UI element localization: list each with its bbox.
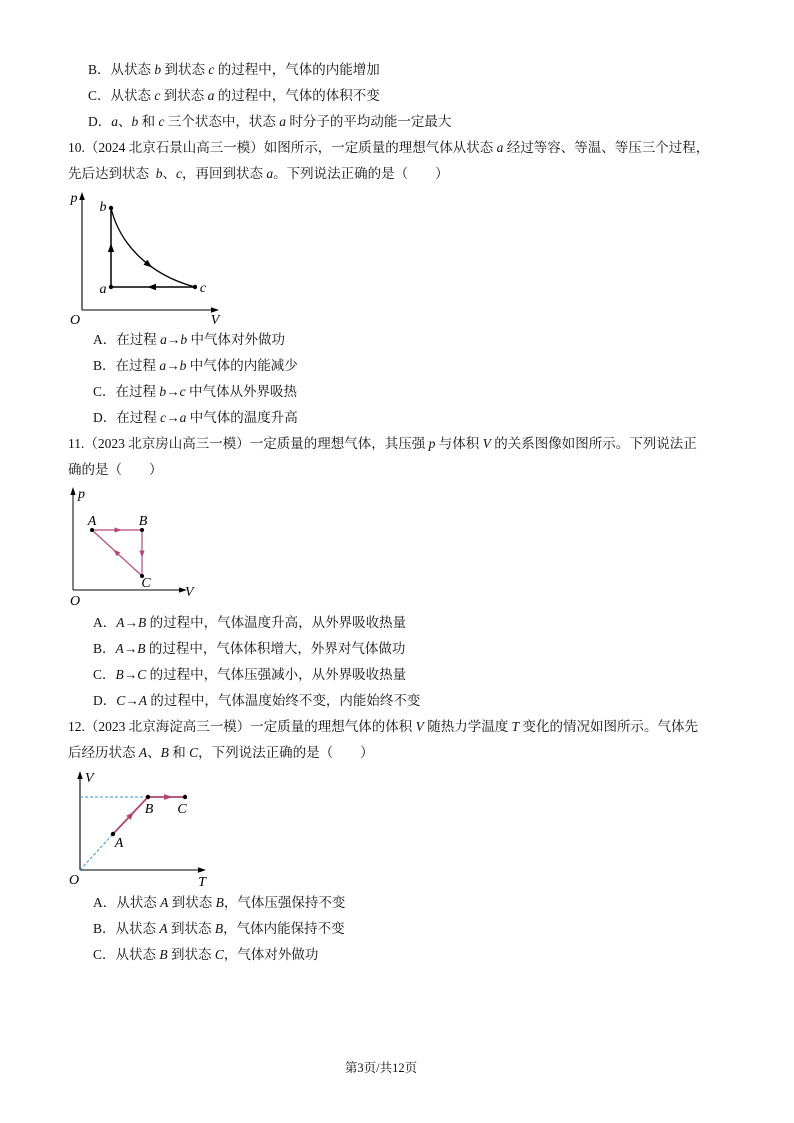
- math-variable: c: [208, 62, 215, 77]
- text-run: 中气体从外界吸热: [185, 384, 298, 399]
- q12-vt-graph: [60, 766, 220, 890]
- text-run: 到状态: [161, 62, 209, 77]
- math-variable: B: [214, 921, 224, 936]
- text-run: 三个状态中，状态: [164, 114, 280, 129]
- text-run: 到状态: [167, 947, 215, 962]
- text-run: ，再回到状态: [182, 166, 267, 181]
- point-a-label: a: [99, 282, 107, 297]
- math-variable: p: [428, 436, 436, 451]
- q11-stem-line-1: [0, 431, 794, 457]
- math-variable: V: [482, 436, 491, 451]
- point-b-label: b: [99, 200, 107, 215]
- p-axis-arrowhead: [70, 487, 75, 495]
- q11-option-c: [0, 662, 794, 688]
- v-axis-label: V: [210, 313, 220, 328]
- p-axis-label: p: [70, 191, 78, 206]
- page-indicator: 第3页/共12页: [344, 1061, 418, 1075]
- math-variable: a: [207, 88, 215, 103]
- math-variable: A→B: [116, 615, 147, 630]
- q11-option-b: [0, 636, 794, 662]
- point-a-label: A: [114, 836, 124, 851]
- q11-figure: [0, 483, 794, 610]
- arrow-b-to-c: [139, 551, 144, 558]
- point-c-label: C: [141, 576, 151, 591]
- q11-stem-line-2: [0, 457, 794, 483]
- text-run: 和: [168, 745, 190, 760]
- text-run: ，气体对外做功: [223, 947, 319, 962]
- text-run: 、: [162, 166, 176, 181]
- math-variable: a: [266, 166, 274, 181]
- text-run: 到状态: [160, 88, 208, 103]
- point-c-label: c: [199, 281, 207, 296]
- origin-label: O: [69, 313, 81, 328]
- text-run: 中气体的温度升高: [186, 410, 298, 425]
- math-variable: V: [415, 719, 424, 734]
- text-run: ，下列说法正确的是（ ）: [198, 745, 374, 760]
- text-run: 先后达到状态: [68, 166, 156, 181]
- math-variable: B: [160, 745, 169, 760]
- text-run: A．: [93, 615, 117, 630]
- text-run: C．从状态: [93, 947, 160, 962]
- math-variable: C: [189, 745, 199, 760]
- point-a-label: A: [87, 514, 97, 529]
- q10-option-c: [0, 379, 794, 405]
- q12-figure: [0, 766, 794, 890]
- q10-option-a: [0, 327, 794, 353]
- math-variable: c→a: [160, 410, 187, 425]
- text-run: D．: [88, 114, 112, 129]
- v-axis-label: V: [85, 771, 94, 786]
- point-b: [146, 795, 150, 799]
- math-variable: a→b: [160, 332, 188, 347]
- text-run: 确的是（ ）: [68, 462, 163, 477]
- math-variable: c: [176, 166, 182, 181]
- math-variable: a→b: [159, 358, 187, 373]
- point-c-label: C: [177, 802, 187, 817]
- q12-stem-line-1: [0, 714, 794, 740]
- text-run: B．从状态: [88, 62, 155, 77]
- guide-line-through-origin: [80, 834, 113, 870]
- q11-option-d: [0, 688, 794, 714]
- q10-pv-graph: [60, 187, 230, 327]
- text-run: 到状态: [168, 895, 216, 910]
- q10-stem-line-2: [0, 161, 794, 187]
- math-variable: a: [111, 114, 118, 129]
- text-run: C．从状态: [88, 88, 155, 103]
- origin-label: O: [68, 873, 80, 888]
- point-b: [109, 206, 113, 210]
- math-variable: B: [159, 947, 168, 962]
- text-run: 经过等容、等温、等压三个过程，: [503, 140, 710, 155]
- text-run: 11.（2023 北京房山高三一模）一定质量的理想气体，其压强: [68, 436, 429, 451]
- math-variable: a: [496, 140, 504, 155]
- text-run: 与体积: [435, 436, 483, 451]
- math-variable: b: [155, 166, 163, 181]
- p-axis-arrowhead: [79, 192, 85, 200]
- text-run: 中气体的内能减少: [186, 358, 298, 373]
- q11-option-a: [0, 610, 794, 636]
- text-run: ，气体压强保持不变: [223, 895, 346, 910]
- text-run: A．在过程: [93, 332, 161, 347]
- text-run: B．在过程: [93, 358, 160, 373]
- text-run: 的过程中，气体温度升高，从外界吸收热量: [146, 615, 407, 630]
- text-run: 的过程中，气体温度始终不变，内能始终不变: [147, 693, 421, 708]
- text-run: C．在过程: [93, 384, 160, 399]
- math-variable: A→B: [115, 641, 146, 656]
- q12-option-b: [0, 916, 794, 942]
- q12-stem-line-2: [0, 740, 794, 766]
- q10-figure: [0, 187, 794, 327]
- text-run: 时分子的平均动能一定最大: [286, 114, 452, 129]
- text-run: 中气体对外做功: [187, 332, 285, 347]
- text-run: 的过程中，气体体积增大，外界对气体做功: [145, 641, 406, 656]
- v-axis-arrowhead: [77, 771, 82, 779]
- math-variable: c: [154, 88, 161, 103]
- p-axis-label: p: [78, 487, 85, 502]
- path-b-to-c: [111, 208, 195, 287]
- text-run: 后经历状态: [68, 745, 139, 760]
- text-run: 、: [147, 745, 161, 760]
- text-run: 。下列说法正确的是（ ）: [273, 166, 449, 181]
- text-run: D．在过程: [93, 410, 161, 425]
- v-axis-arrowhead: [211, 307, 219, 313]
- math-variable: b: [154, 62, 162, 77]
- text-run: 的过程中，气体的内能增加: [214, 62, 380, 77]
- math-variable: B→C: [115, 667, 147, 682]
- q12-option-c: [0, 942, 794, 968]
- q11-pv-graph: [60, 483, 200, 610]
- q10-option-d: [0, 405, 794, 431]
- math-variable: A: [160, 895, 169, 910]
- text-run: B．从状态: [93, 921, 160, 936]
- point-b-label: B: [138, 514, 148, 529]
- text-run: A．从状态: [93, 895, 161, 910]
- text-run: 变化的情况如图所示。气体先: [519, 719, 699, 734]
- v-axis-label: V: [185, 585, 194, 600]
- math-variable: B: [215, 895, 224, 910]
- text-run: C．: [93, 667, 116, 682]
- point-c: [183, 795, 187, 799]
- origin-label: O: [69, 594, 81, 609]
- math-variable: T: [511, 719, 520, 734]
- text-run: 随热力学温度: [423, 719, 512, 734]
- point-a: [109, 285, 113, 289]
- q10-stem-line-1: [0, 135, 794, 161]
- text-run: B．: [93, 641, 116, 656]
- arrow-a-to-b: [108, 244, 114, 253]
- q9-option-d: [0, 109, 794, 135]
- arrow-a-to-b: [115, 527, 122, 532]
- text-run: 的过程中，气体的体积不变: [214, 88, 380, 103]
- point-b-label: B: [144, 802, 154, 817]
- text-run: ，气体内能保持不变: [223, 921, 345, 936]
- text-run: 的过程中，气体压强减小，从外界吸收热量: [146, 667, 407, 682]
- math-variable: b→c: [159, 384, 186, 399]
- t-axis-arrowhead: [198, 867, 206, 872]
- q10-option-b: [0, 353, 794, 379]
- q9-option-c: [0, 83, 794, 109]
- point-c: [193, 285, 197, 289]
- math-variable: C→A: [116, 693, 148, 708]
- arrow-b-to-c: [164, 794, 172, 800]
- text-run: 12.（2023 北京海淀高三一模）一定质量的理想气体的体积: [68, 719, 416, 734]
- math-variable: C: [214, 947, 224, 962]
- text-run: 到状态: [167, 921, 215, 936]
- math-variable: a: [279, 114, 286, 129]
- math-variable: A: [159, 921, 168, 936]
- q9-option-b: [0, 57, 794, 83]
- arrow-c-to-a: [148, 284, 157, 290]
- text-run: 、: [118, 114, 132, 129]
- text-run: 的关系图像如图所示。下列说法正: [490, 436, 697, 451]
- text-run: 和: [138, 114, 159, 129]
- text-run: 10.（2024 北京石景山高三一模）如图所示，一定质量的理想气体从状态: [68, 140, 497, 155]
- q12-option-a: [0, 890, 794, 916]
- math-variable: c: [158, 114, 165, 129]
- math-variable: b: [131, 114, 139, 129]
- text-run: D．: [93, 693, 117, 708]
- t-axis-label: T: [198, 875, 206, 890]
- math-variable: A: [138, 745, 148, 760]
